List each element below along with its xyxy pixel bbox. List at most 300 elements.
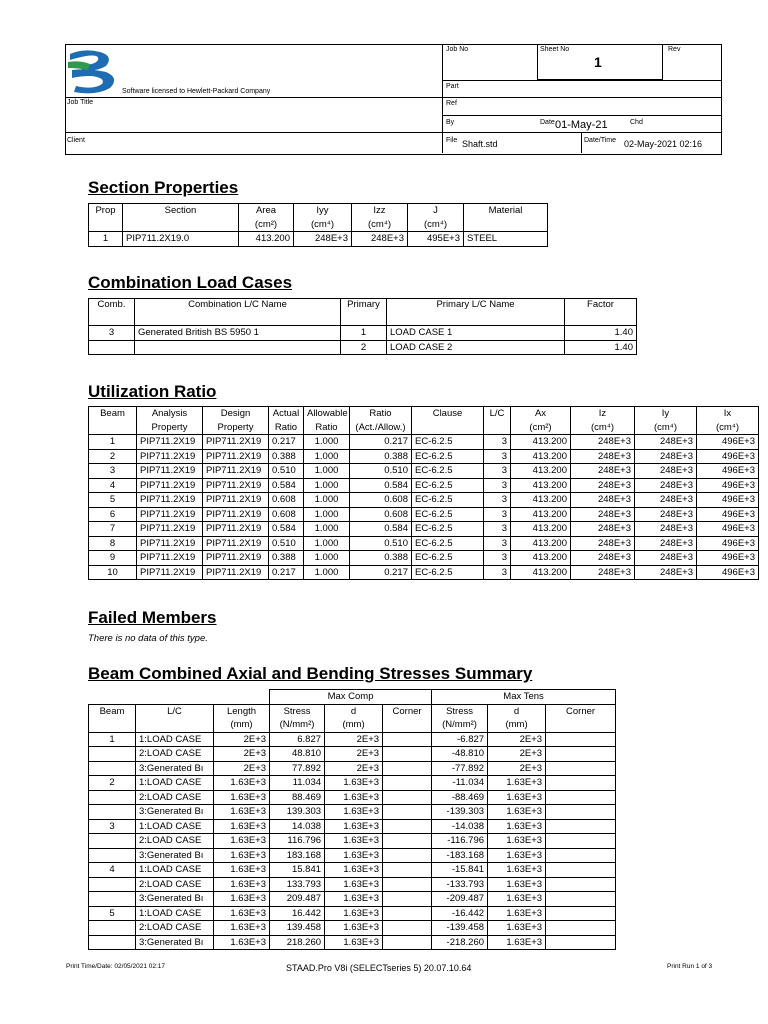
table-cell: 3:Generated Bı — [136, 892, 214, 907]
file-label: File — [446, 137, 458, 144]
table-cell — [89, 877, 136, 892]
table-row — [89, 834, 616, 849]
table-cell: 48.810 — [270, 747, 325, 762]
table-cell: 1 — [341, 326, 387, 341]
table-cell — [89, 421, 137, 435]
table-cell: 1.63E+3 — [214, 834, 270, 849]
date-value: 01-May-21 — [555, 119, 608, 131]
table-units-row — [89, 218, 548, 232]
table-cell: PIP711.2X19 — [137, 449, 203, 464]
table-cell — [484, 421, 511, 435]
table-cell: 1.63E+3 — [488, 892, 546, 907]
table-cell: 1.63E+3 — [488, 776, 546, 791]
table-cell — [89, 892, 136, 907]
table-cell: 7 — [89, 522, 137, 537]
table-cell: Ratio — [304, 421, 350, 435]
table-cell — [89, 834, 136, 849]
table-cell: 8 — [89, 536, 137, 551]
table-cell: 0.217 — [350, 565, 412, 580]
file-value: Shaft.std — [462, 139, 498, 149]
table-cell: L/C — [136, 704, 214, 718]
table-cell — [383, 819, 432, 834]
table-cell: Corner — [546, 704, 616, 718]
table-cell: 248E+3 — [571, 464, 635, 479]
table-row — [89, 892, 616, 907]
table-cell: 1.63E+3 — [325, 863, 383, 878]
table-row — [89, 921, 616, 936]
footer-software: STAAD.Pro V8i (SELECTseries 5) 20.07.10.64 — [286, 963, 472, 973]
table-cell — [383, 805, 432, 820]
table-cell — [136, 718, 214, 732]
table-cell: PIP711.2X19 — [137, 464, 203, 479]
table-cell: PIP711.2X19 — [137, 536, 203, 551]
table-cell: (cm⁴) — [697, 421, 759, 435]
table-cell — [383, 776, 432, 791]
table-cell: 3 — [484, 551, 511, 566]
combination-load-cases-table — [88, 298, 637, 355]
group-header-row — [89, 690, 616, 705]
table-cell: EC-6.2.5 — [412, 522, 484, 537]
table-cell: 248E+3 — [635, 551, 697, 566]
group-header-tens: Max Tens — [432, 690, 616, 705]
table-cell: 0.584 — [350, 478, 412, 493]
table-cell — [383, 790, 432, 805]
table-cell: 0.388 — [269, 449, 304, 464]
table-cell: -116.796 — [432, 834, 488, 849]
table-cell: 0.388 — [269, 551, 304, 566]
table-cell: PIP711.2X19 — [137, 478, 203, 493]
header-cell: J — [408, 204, 464, 218]
sheet-no-label: Sheet No — [540, 46, 570, 53]
table-cell: -183.168 — [432, 848, 488, 863]
table-cell: PIP711.2X19 — [203, 478, 269, 493]
table-cell: 2E+3 — [214, 747, 270, 762]
table-cell: 3 — [484, 507, 511, 522]
table-cell: (mm) — [488, 718, 546, 732]
table-cell: 2:LOAD CASE — [136, 877, 214, 892]
table-cell: d — [488, 704, 546, 718]
table-row — [89, 551, 759, 566]
table-cell: 1.63E+3 — [325, 834, 383, 849]
table-cell: Length — [214, 704, 270, 718]
table-cell: 2E+3 — [325, 747, 383, 762]
table-cell — [383, 877, 432, 892]
table-cell: Ratio — [350, 407, 412, 421]
table-cell: 3:Generated Bı — [136, 935, 214, 950]
table-row — [89, 435, 759, 450]
table-cell: -133.793 — [432, 877, 488, 892]
table-cell: 1 — [89, 732, 136, 747]
table-cell: 2E+3 — [325, 761, 383, 776]
table-cell: 248E+3 — [635, 493, 697, 508]
table-cell — [546, 819, 616, 834]
table-cell — [89, 761, 136, 776]
table-cell: 1.000 — [304, 493, 350, 508]
table-cell: 15.841 — [270, 863, 325, 878]
table-cell — [383, 834, 432, 849]
table-cell: 3 — [484, 565, 511, 580]
header-cell: Primary L/C Name — [387, 299, 565, 326]
company-logo — [66, 46, 122, 96]
table-cell: 218.260 — [270, 935, 325, 950]
table-cell: 413.200 — [511, 507, 571, 522]
table-cell: 14.038 — [270, 819, 325, 834]
table-cell — [383, 935, 432, 950]
table-cell — [546, 790, 616, 805]
table-cell: -11.034 — [432, 776, 488, 791]
table-row — [89, 906, 616, 921]
table-row — [89, 507, 759, 522]
header-line — [442, 115, 721, 116]
table-cell — [546, 863, 616, 878]
table-cell: PIP711.2X19 — [203, 536, 269, 551]
table-cell: 2E+3 — [488, 747, 546, 762]
header-line — [65, 132, 721, 133]
table-cell: 0.510 — [350, 536, 412, 551]
table-cell: PIP711.2X19 — [203, 493, 269, 508]
table-row — [89, 761, 616, 776]
table-cell: 1.63E+3 — [214, 805, 270, 820]
table-cell: -6.827 — [432, 732, 488, 747]
table-cell: 413.200 — [511, 565, 571, 580]
table-cell: -48.810 — [432, 747, 488, 762]
table-cell — [383, 747, 432, 762]
table-cell — [383, 921, 432, 936]
table-cell: 248E+3 — [571, 565, 635, 580]
table-cell: 0.217 — [269, 565, 304, 580]
table-cell: PIP711.2X19 — [203, 507, 269, 522]
table-row — [89, 232, 548, 247]
table-cell: 413.200 — [511, 464, 571, 479]
table-cell: 248E+3 — [571, 507, 635, 522]
table-cell: (N/mm²) — [432, 718, 488, 732]
table-cell: 6 — [89, 507, 137, 522]
table-cell: 139.458 — [270, 921, 325, 936]
table-cell — [546, 906, 616, 921]
table-cell: 1.63E+3 — [488, 805, 546, 820]
table-cell: 1.63E+3 — [325, 776, 383, 791]
job-title-label: Job Title — [67, 99, 94, 106]
table-cell: PIP711.2X19 — [137, 507, 203, 522]
table-cell: PIP711.2X19 — [203, 435, 269, 450]
table-cell: 1 — [89, 232, 123, 247]
table-cell: 248E+3 — [352, 232, 408, 247]
table-cell — [546, 877, 616, 892]
table-cell: -218.260 — [432, 935, 488, 950]
table-cell: LOAD CASE 2 — [387, 340, 565, 355]
table-cell: 496E+3 — [697, 522, 759, 537]
table-cell: 1:LOAD CASE — [136, 776, 214, 791]
table-cell: 0.608 — [269, 493, 304, 508]
header-line — [442, 97, 721, 98]
header-cell: Izz — [352, 204, 408, 218]
table-cell — [546, 935, 616, 950]
table-cell: 3 — [484, 493, 511, 508]
table-cell: 1.63E+3 — [488, 906, 546, 921]
table-cell: 3 — [484, 449, 511, 464]
table-row — [89, 732, 616, 747]
ref-label: Ref — [446, 100, 457, 107]
table-header-row — [89, 704, 616, 718]
table-cell: 1.63E+3 — [325, 921, 383, 936]
table-cell — [89, 805, 136, 820]
header-line — [65, 97, 443, 98]
job-no-label: Job No — [446, 46, 469, 53]
table-row — [89, 478, 759, 493]
table-cell: 1.000 — [304, 478, 350, 493]
table-cell: 0.510 — [350, 464, 412, 479]
table-cell — [89, 340, 135, 355]
table-cell: 496E+3 — [697, 551, 759, 566]
table-cell: 496E+3 — [697, 565, 759, 580]
table-cell: 248E+3 — [571, 522, 635, 537]
table-cell — [383, 906, 432, 921]
failed-members-title: Failed Members — [88, 608, 217, 627]
table-cell: 3 — [89, 819, 136, 834]
table-cell: Ix — [697, 407, 759, 421]
table-cell — [89, 935, 136, 950]
table-cell: 1.63E+3 — [214, 790, 270, 805]
table-cell: EC-6.2.5 — [412, 464, 484, 479]
table-cell: 183.168 — [270, 848, 325, 863]
table-cell — [546, 732, 616, 747]
table-cell: 496E+3 — [697, 449, 759, 464]
table-cell: 248E+3 — [571, 536, 635, 551]
table-cell: Iy — [635, 407, 697, 421]
client-label: Client — [67, 137, 85, 144]
table-cell: 0.510 — [269, 464, 304, 479]
table-cell: 1.63E+3 — [325, 877, 383, 892]
table-cell: EC-6.2.5 — [412, 493, 484, 508]
table-cell: 1.63E+3 — [488, 921, 546, 936]
table-units-row — [89, 718, 616, 732]
table-cell — [383, 892, 432, 907]
table-cell: 1.63E+3 — [325, 805, 383, 820]
table-cell: -88.469 — [432, 790, 488, 805]
table-cell: EC-6.2.5 — [412, 435, 484, 450]
table-cell: 496E+3 — [697, 478, 759, 493]
table-cell — [412, 421, 484, 435]
table-cell: 1.63E+3 — [214, 848, 270, 863]
table-cell: d — [325, 704, 383, 718]
table-cell: 496E+3 — [697, 493, 759, 508]
table-cell: 496E+3 — [697, 536, 759, 551]
table-cell: Beam — [89, 704, 136, 718]
table-row — [89, 877, 616, 892]
table-cell: -139.303 — [432, 805, 488, 820]
table-cell — [89, 790, 136, 805]
table-cell: 248E+3 — [571, 478, 635, 493]
table-cell: 1.63E+3 — [488, 834, 546, 849]
table-cell: (N/mm²) — [270, 718, 325, 732]
table-cell: 116.796 — [270, 834, 325, 849]
table-cell: 3:Generated Bı — [136, 761, 214, 776]
table-row — [89, 805, 616, 820]
table-cell: Stress — [432, 704, 488, 718]
table-cell: 3 — [484, 478, 511, 493]
table-cell: 1.63E+3 — [325, 906, 383, 921]
table-cell: 1.63E+3 — [488, 819, 546, 834]
table-cell — [383, 732, 432, 747]
table-cell: 4 — [89, 478, 137, 493]
table-cell: PIP711.2X19 — [203, 464, 269, 479]
table-cell: 2 — [341, 340, 387, 355]
table-row — [89, 449, 759, 464]
table-cell: 413.200 — [511, 478, 571, 493]
table-cell: 2 — [89, 776, 136, 791]
table-cell: 413.200 — [511, 493, 571, 508]
table-cell: 1.000 — [304, 536, 350, 551]
table-cell — [89, 921, 136, 936]
unit-cell: (cm²) — [239, 218, 294, 232]
table-cell — [546, 805, 616, 820]
table-cell: 0.608 — [269, 507, 304, 522]
header-cell: Combination L/C Name — [135, 299, 341, 326]
sheet-no-value: 1 — [594, 54, 602, 70]
table-cell: 1:LOAD CASE — [136, 863, 214, 878]
table-cell: Stress — [270, 704, 325, 718]
table-cell: 1 — [89, 435, 137, 450]
by-label: By — [446, 119, 455, 126]
table-cell: Corner — [383, 704, 432, 718]
table-cell: 496E+3 — [697, 435, 759, 450]
table-cell: 248E+3 — [571, 435, 635, 450]
table-row — [89, 848, 616, 863]
date-label: Date — [540, 119, 555, 126]
table-cell: 0.584 — [269, 478, 304, 493]
table-cell: 495E+3 — [408, 232, 464, 247]
table-cell: 248E+3 — [635, 507, 697, 522]
table-cell: Ratio — [269, 421, 304, 435]
table-cell: 1.63E+3 — [325, 935, 383, 950]
table-cell: 248E+3 — [635, 464, 697, 479]
table-cell: 1.63E+3 — [214, 863, 270, 878]
table-cell: 248E+3 — [635, 449, 697, 464]
header-divider — [442, 44, 443, 153]
header-cell: Comb. — [89, 299, 135, 326]
table-cell: 1.63E+3 — [214, 776, 270, 791]
footer-print-time: Print Time/Date: 02/05/2021 02:17 — [66, 963, 166, 970]
table-cell: PIP711.2X19 — [137, 565, 203, 580]
table-cell: 3 — [484, 435, 511, 450]
table-cell: 1:LOAD CASE — [136, 906, 214, 921]
table-cell: PIP711.2X19 — [203, 522, 269, 537]
table-cell: 3 — [484, 522, 511, 537]
table-row — [89, 863, 616, 878]
table-cell — [383, 761, 432, 776]
table-row — [89, 565, 759, 580]
table-cell — [546, 921, 616, 936]
table-cell: 1.63E+3 — [488, 935, 546, 950]
table-row — [89, 536, 759, 551]
table-cell — [546, 848, 616, 863]
table-cell — [546, 892, 616, 907]
table-cell: 0.510 — [269, 536, 304, 551]
date-time-label: Date/Time — [584, 137, 617, 144]
header-cell: Section — [123, 204, 239, 218]
table-cell: 88.469 — [270, 790, 325, 805]
table-cell: -77.892 — [432, 761, 488, 776]
table-cell: -16.442 — [432, 906, 488, 921]
table-row — [89, 747, 616, 762]
header-cell: Primary — [341, 299, 387, 326]
table-cell: EC-6.2.5 — [412, 551, 484, 566]
table-row — [89, 790, 616, 805]
table-cell — [89, 747, 136, 762]
header-line — [442, 80, 721, 81]
table-cell: 248E+3 — [635, 536, 697, 551]
table-cell: 0.608 — [350, 507, 412, 522]
table-cell: 248E+3 — [571, 449, 635, 464]
table-cell: 248E+3 — [635, 478, 697, 493]
table-cell: 16.442 — [270, 906, 325, 921]
table-cell: 1.000 — [304, 551, 350, 566]
stresses-summary-table — [88, 689, 616, 950]
table-cell — [546, 761, 616, 776]
table-cell: 3:Generated Bı — [136, 805, 214, 820]
table-cell: 1.63E+3 — [214, 819, 270, 834]
table-cell — [383, 863, 432, 878]
table-cell: 1.63E+3 — [488, 863, 546, 878]
table-cell: 139.303 — [270, 805, 325, 820]
header-cell: Prop — [89, 204, 123, 218]
table-cell: 2E+3 — [488, 761, 546, 776]
table-cell: (Act./Allow.) — [350, 421, 412, 435]
table-header-row — [89, 407, 759, 421]
table-cell: 248E+3 — [635, 565, 697, 580]
table-cell — [383, 848, 432, 863]
table-cell: 2:LOAD CASE — [136, 790, 214, 805]
table-cell: 413.200 — [511, 435, 571, 450]
header-cell: Iyy — [294, 204, 352, 218]
table-cell: (cm⁴) — [571, 421, 635, 435]
table-cell: 1.40 — [565, 326, 637, 341]
table-cell: PIP711.2X19 — [137, 493, 203, 508]
table-header-row — [89, 204, 548, 218]
table-cell: PIP711.2X19.0 — [123, 232, 239, 247]
table-row — [89, 493, 759, 508]
unit-cell — [464, 218, 548, 232]
table-cell: 0.584 — [269, 522, 304, 537]
table-cell — [546, 776, 616, 791]
table-cell: 209.487 — [270, 892, 325, 907]
table-cell — [546, 747, 616, 762]
table-cell: Property — [137, 421, 203, 435]
table-cell: 1.63E+3 — [488, 848, 546, 863]
table-cell: 0.584 — [350, 522, 412, 537]
unit-cell — [89, 218, 123, 232]
table-cell: 413.200 — [511, 551, 571, 566]
utilization-ratio-title: Utilization Ratio — [88, 382, 217, 401]
table-cell: 4 — [89, 863, 136, 878]
table-cell: (cm²) — [511, 421, 571, 435]
company-license-text: Software licensed to Hewlett-Packard Company — [122, 88, 271, 95]
table-cell: PIP711.2X19 — [203, 565, 269, 580]
table-cell: 413.200 — [511, 522, 571, 537]
table-cell: 1:LOAD CASE — [136, 819, 214, 834]
chd-label: Chd — [630, 119, 643, 126]
table-cell: 3 — [89, 464, 137, 479]
section-properties-table — [88, 203, 548, 247]
table-cell: 1.000 — [304, 522, 350, 537]
unit-cell: (cm⁴) — [408, 218, 464, 232]
table-cell — [546, 834, 616, 849]
table-cell: 11.034 — [270, 776, 325, 791]
table-cell: Design — [203, 407, 269, 421]
table-cell: EC-6.2.5 — [412, 478, 484, 493]
table-cell: L/C — [484, 407, 511, 421]
table-header-row — [89, 299, 637, 326]
